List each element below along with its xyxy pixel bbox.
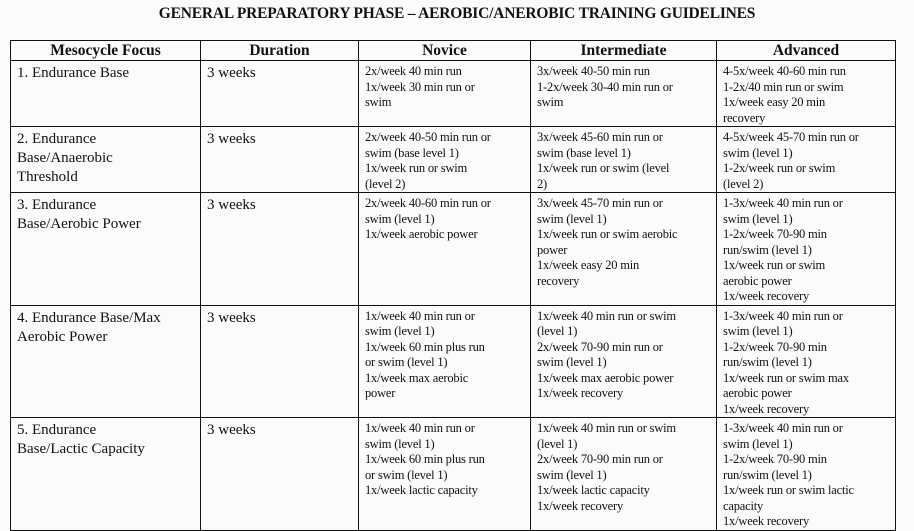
duration-cell: 3 weeks xyxy=(201,305,359,418)
novice-cell xyxy=(359,127,531,193)
intermediate-cell-line: 1x/week recovery xyxy=(537,386,623,400)
mesocycle-focus-cell-line: 5. Endurance xyxy=(17,422,97,438)
novice-cell-line: or swim (level 1) xyxy=(365,355,448,369)
advanced-cell-line: capacity xyxy=(723,498,764,513)
advanced-cell-line: 1x/week run or swim lactic xyxy=(723,483,854,497)
column-header-novice: Novice xyxy=(359,41,531,61)
intermediate-cell-line: (level 1) xyxy=(537,324,578,338)
advanced-cell xyxy=(717,193,896,306)
intermediate-cell-line: 1x/week 40 min run or swim xyxy=(537,308,676,323)
intermediate-cell-line: 3x/week 40-50 min run xyxy=(537,64,650,78)
novice-cell-line: 1x/week run or swim xyxy=(365,161,468,175)
advanced-cell-line: swim (level 1) xyxy=(723,324,793,338)
intermediate-cell-line: 2x/week 70-90 min run or xyxy=(537,339,663,354)
intermediate-cell-line: 1-2x/week 30-40 min run or xyxy=(537,79,673,94)
intermediate-cell-line: swim (level 1) xyxy=(537,467,607,482)
intermediate-cell xyxy=(531,127,717,193)
table-body xyxy=(11,61,896,531)
intermediate-cell-line: (level 1) xyxy=(537,436,578,451)
novice-cell-line: 1x/week 60 min plus run xyxy=(365,452,485,466)
intermediate-cell-line: swim (level 1) xyxy=(537,211,607,226)
advanced-cell xyxy=(717,127,896,193)
intermediate-cell-line: swim xyxy=(537,95,564,109)
advanced-cell xyxy=(717,305,896,418)
intermediate-cell-line: swim (level 1) xyxy=(537,355,607,369)
intermediate-cell-line: power xyxy=(537,242,568,257)
mesocycle-focus-cell-line: 1. Endurance Base xyxy=(17,65,130,81)
mesocycle-focus-cell xyxy=(11,418,201,531)
advanced-cell-line: 1-2x/week 70-90 min xyxy=(723,339,827,354)
column-header-intermediate: Intermediate xyxy=(531,41,717,61)
advanced-cell-line: recovery xyxy=(723,110,766,125)
advanced-cell-line: 1-2x/week run or swim xyxy=(723,161,836,175)
novice-cell xyxy=(359,305,531,418)
advanced-cell-line: 1-2x/week 70-90 min xyxy=(723,227,827,241)
novice-cell-line: swim (level 1) xyxy=(365,211,435,226)
novice-cell-line: 1x/week aerobic power xyxy=(365,227,478,241)
advanced-cell-line: 1x/week easy 20 min xyxy=(723,95,826,109)
novice-cell-line: swim (base level 1) xyxy=(365,145,459,160)
duration-cell: 3 weeks xyxy=(201,418,359,531)
column-header-focus: Mesocycle Focus xyxy=(11,41,201,61)
table-row xyxy=(11,418,896,531)
novice-cell xyxy=(359,193,531,306)
mesocycle-focus-cell-line: Base/Anaerobic xyxy=(17,150,113,166)
advanced-cell-line: 1x/week recovery xyxy=(723,401,809,416)
intermediate-cell-line: 1x/week run or swim aerobic xyxy=(537,227,678,241)
novice-cell-line: 1x/week lactic capacity xyxy=(365,483,478,497)
column-header-duration: Duration xyxy=(201,41,359,61)
novice-cell-line: 1x/week max aerobic xyxy=(365,370,469,385)
advanced-cell-line: run/swim (level 1) xyxy=(723,355,812,369)
mesocycle-focus-cell-line: 4. Endurance Base/Max xyxy=(17,309,161,326)
mesocycle-focus-cell-line: Base/Aerobic Power xyxy=(17,216,141,232)
advanced-cell-line: 1-3x/week 40 min run or xyxy=(723,421,843,435)
mesocycle-focus-cell-line: 3. Endurance xyxy=(17,197,97,213)
intermediate-cell-line: recovery xyxy=(537,273,580,288)
table-row xyxy=(11,127,896,193)
novice-cell-line: 1x/week 60 min plus run xyxy=(365,339,485,354)
intermediate-cell-line: 1x/week lactic capacity xyxy=(537,483,650,497)
advanced-cell xyxy=(717,61,896,127)
mesocycle-focus-cell xyxy=(11,305,201,418)
novice-cell-line: 2x/week 40-60 min run or xyxy=(365,196,491,210)
novice-cell-line: 1x/week 40 min run or xyxy=(365,421,475,435)
mesocycle-focus-cell-line: 2. Endurance xyxy=(17,131,97,147)
mesocycle-focus-cell-line: Threshold xyxy=(17,169,78,185)
advanced-cell-line: 4-5x/week 40-60 min run xyxy=(723,64,846,78)
advanced-cell-line: (level 2) xyxy=(723,176,764,191)
advanced-cell-line: 1x/week run or swim max xyxy=(723,370,849,385)
advanced-cell-line: run/swim (level 1) xyxy=(723,467,812,482)
advanced-cell-line: swim (level 1) xyxy=(723,145,793,160)
intermediate-cell xyxy=(531,193,717,306)
intermediate-cell-line: 1x/week 40 min run or swim xyxy=(537,421,676,435)
intermediate-cell-line: 2) xyxy=(537,176,548,191)
advanced-cell-line: 1x/week recovery xyxy=(723,289,809,303)
novice-cell-line: 1x/week 40 min run or xyxy=(365,308,475,323)
mesocycle-focus-cell xyxy=(11,61,201,127)
novice-cell xyxy=(359,418,531,531)
intermediate-cell-line: 1x/week recovery xyxy=(537,498,623,513)
intermediate-cell-line: 1x/week run or swim (level xyxy=(537,161,670,175)
training-guidelines-table xyxy=(10,40,896,531)
page-title: GENERAL PREPARATORY PHASE – AEROBIC/ANEROBIC TRAINING GUIDELINES xyxy=(158,5,756,22)
advanced-cell-line: 1-2x/40 min run or swim xyxy=(723,79,844,94)
novice-cell-line: 1x/week 30 min run or xyxy=(365,79,475,94)
table-row xyxy=(11,193,896,306)
advanced-cell-line: 4-5x/week 45-70 min run or xyxy=(723,130,859,144)
duration-cell: 3 weeks xyxy=(201,193,359,306)
advanced-cell-line: swim (level 1) xyxy=(723,436,793,451)
advanced-cell xyxy=(717,418,896,531)
mesocycle-focus-cell xyxy=(11,193,201,306)
duration-cell: 3 weeks xyxy=(201,127,359,193)
novice-cell-line: swim (level 1) xyxy=(365,436,435,451)
novice-cell-line: swim xyxy=(365,95,392,109)
advanced-cell-line: 1-3x/week 40 min run or xyxy=(723,308,843,323)
header-row xyxy=(11,41,896,61)
mesocycle-focus-cell-line: Aerobic Power xyxy=(17,328,108,345)
advanced-cell-line: 1x/week recovery xyxy=(723,514,809,528)
intermediate-cell xyxy=(531,61,717,127)
intermediate-cell xyxy=(531,418,717,531)
intermediate-cell-line: 3x/week 45-70 min run or xyxy=(537,196,663,210)
novice-cell-line: (level 2) xyxy=(365,176,406,191)
table-row xyxy=(11,61,896,127)
duration-cell: 3 weeks xyxy=(201,61,359,127)
mesocycle-focus-cell-line: Base/Lactic Capacity xyxy=(17,441,145,457)
mesocycle-focus-cell xyxy=(11,127,201,193)
intermediate-cell-line: 1x/week easy 20 min xyxy=(537,258,640,272)
intermediate-cell-line: swim (base level 1) xyxy=(537,145,631,160)
novice-cell-line: swim (level 1) xyxy=(365,324,435,338)
intermediate-cell-line: 3x/week 45-60 min run or xyxy=(537,130,663,144)
advanced-cell-line: 1-3x/week 40 min run or xyxy=(723,196,843,210)
novice-cell-line: 2x/week 40 min run xyxy=(365,64,462,78)
novice-cell xyxy=(359,61,531,127)
column-header-advanced: Advanced xyxy=(717,41,896,61)
advanced-cell-line: 1-2x/week 70-90 min xyxy=(723,452,827,466)
advanced-cell-line: aerobic power xyxy=(723,386,792,400)
intermediate-cell-line: 1x/week max aerobic power xyxy=(537,370,674,385)
table-row xyxy=(11,305,896,418)
advanced-cell-line: 1x/week run or swim xyxy=(723,258,826,272)
advanced-cell-line: swim (level 1) xyxy=(723,211,793,226)
intermediate-cell-line: 2x/week 70-90 min run or xyxy=(537,452,663,466)
novice-cell-line: 2x/week 40-50 min run or xyxy=(365,130,491,144)
advanced-cell-line: run/swim (level 1) xyxy=(723,242,812,257)
novice-cell-line: power xyxy=(365,386,396,400)
novice-cell-line: or swim (level 1) xyxy=(365,467,448,482)
advanced-cell-line: aerobic power xyxy=(723,273,792,288)
intermediate-cell xyxy=(531,305,717,418)
